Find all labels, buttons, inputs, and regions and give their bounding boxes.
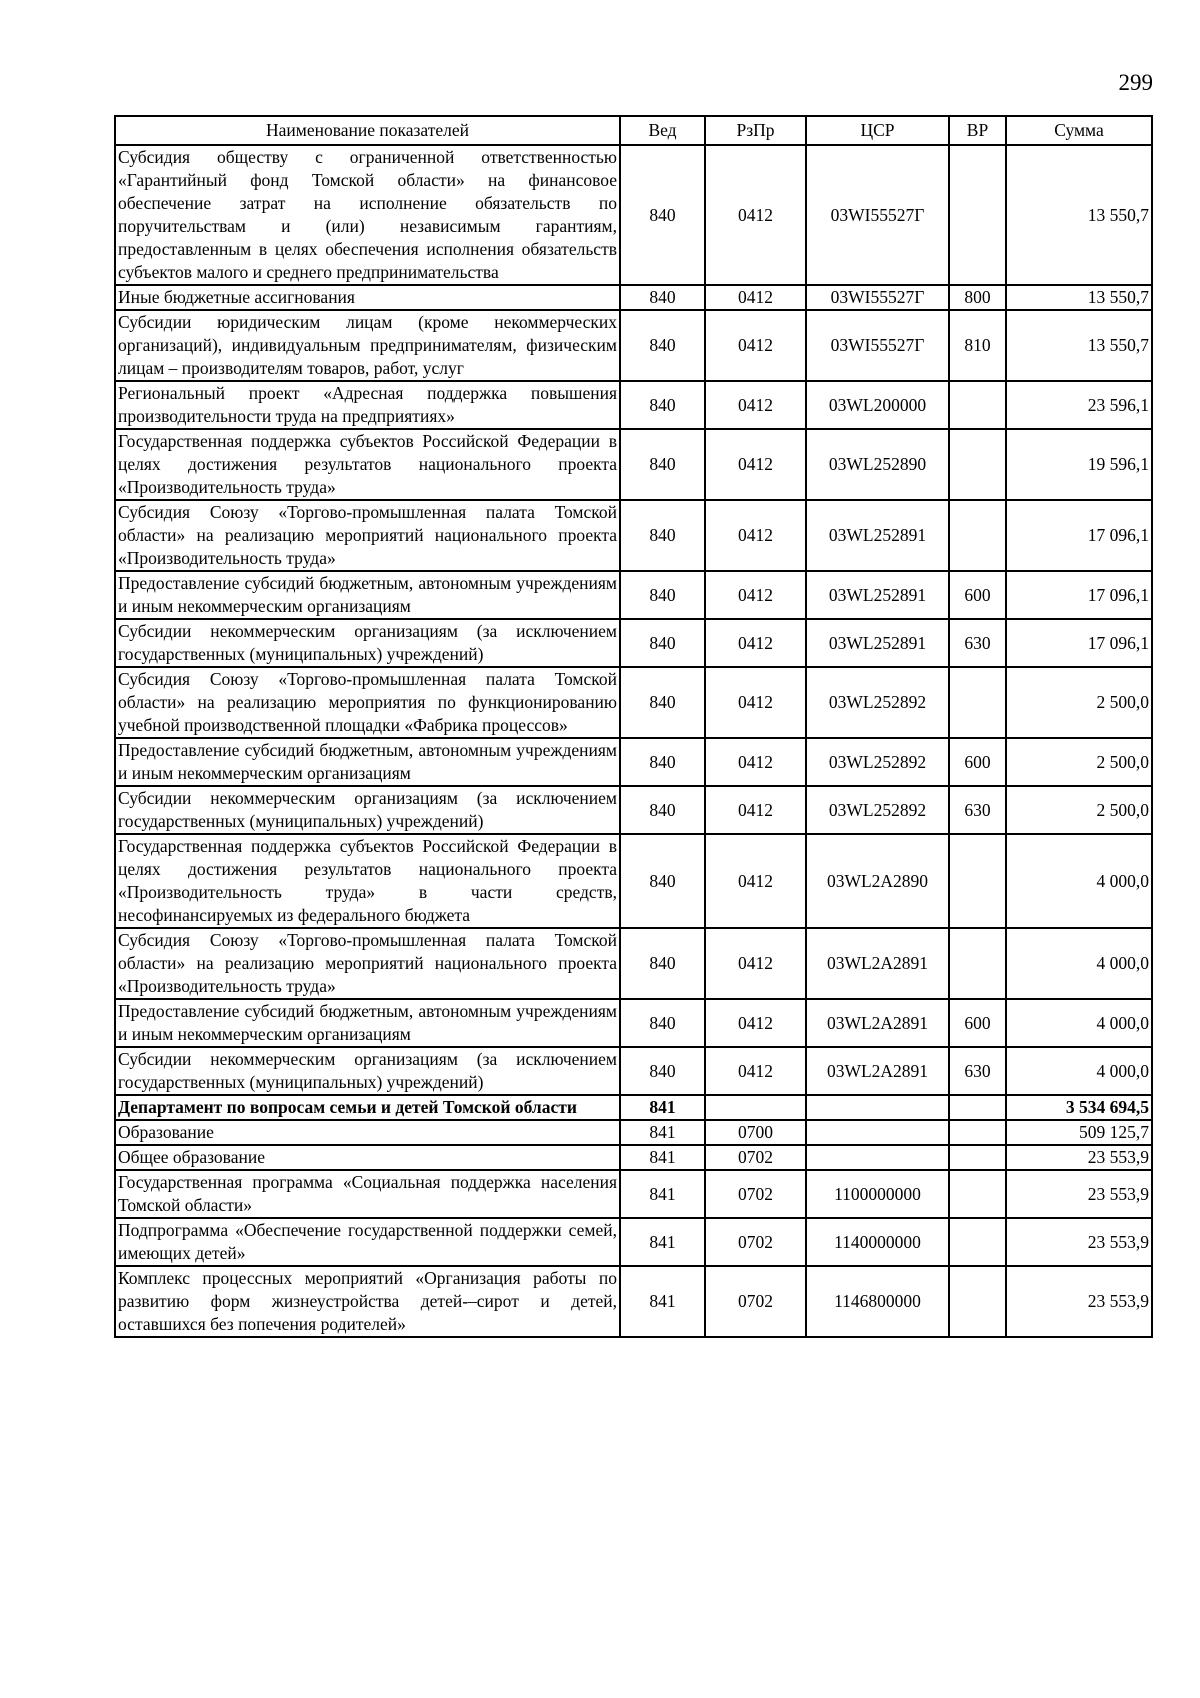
- row-sum-cell: 13 550,7: [1006, 285, 1152, 310]
- row-name-cell: Предоставление субсидий бюджетным, автономным учреждениям и иным некоммерческим организациям: [115, 738, 620, 786]
- budget-table: [114, 115, 1153, 1338]
- row-vr-cell: [949, 1218, 1006, 1266]
- row-name-cell: Государственная программа «Социальная поддержка населения Томской области»: [115, 1170, 620, 1218]
- row-ved-cell: 840: [620, 667, 705, 738]
- row-rzpr-cell: 0412: [705, 738, 806, 786]
- row-sum-cell: 23 553,9: [1006, 1266, 1152, 1337]
- row-vr-cell: [949, 145, 1006, 285]
- row-name-cell: Региональный проект «Адресная поддержка повышения производительности труда на предприятиях»: [115, 381, 620, 429]
- row-csr-cell: 03WL252892: [806, 738, 949, 786]
- row-csr-cell: [806, 1095, 949, 1120]
- row-name-cell: Государственная поддержка субъектов Российской Федерации в целях достижения результатов национального проекта «Производительность труда»: [115, 429, 620, 500]
- table-row: [115, 381, 1152, 429]
- row-ved-cell: 840: [620, 834, 705, 928]
- row-vr-cell: [949, 1170, 1006, 1218]
- row-csr-cell: 03WL252892: [806, 786, 949, 834]
- row-csr-cell: 03WL2A2891: [806, 1047, 949, 1095]
- header-rzpr: РзПр: [705, 116, 806, 145]
- row-vr-cell: [949, 667, 1006, 738]
- table-header-row: [115, 116, 1152, 145]
- row-name-cell: Предоставление субсидий бюджетным, автономным учреждениям и иным некоммерческим организациям: [115, 571, 620, 619]
- row-name-cell: Субсидия Союзу «Торгово-промышленная палата Томской области» на реализацию мероприятий национального проекта «Производительность труда»: [115, 928, 620, 999]
- table-row: [115, 429, 1152, 500]
- row-sum-cell: 17 096,1: [1006, 571, 1152, 619]
- row-ved-cell: 841: [620, 1266, 705, 1337]
- row-ved-cell: 840: [620, 571, 705, 619]
- row-ved-cell: 841: [620, 1095, 705, 1120]
- row-name-cell: Общее образование: [115, 1145, 620, 1170]
- row-ved-cell: 840: [620, 619, 705, 667]
- row-rzpr-cell: 0412: [705, 999, 806, 1047]
- row-vr-cell: 600: [949, 738, 1006, 786]
- row-vr-cell: 810: [949, 310, 1006, 381]
- row-name-cell: Субсидии некоммерческим организациям (за исключением государственных (муниципальных) учреждений): [115, 786, 620, 834]
- row-ved-cell: 840: [620, 145, 705, 285]
- row-rzpr-cell: 0412: [705, 1047, 806, 1095]
- row-sum-cell: 509 125,7: [1006, 1120, 1152, 1145]
- row-sum-cell: 4 000,0: [1006, 928, 1152, 999]
- row-rzpr-cell: 0702: [705, 1145, 806, 1170]
- table-row: [115, 145, 1152, 285]
- row-vr-cell: [949, 834, 1006, 928]
- row-csr-cell: 03WL2A2890: [806, 834, 949, 928]
- row-sum-cell: 4 000,0: [1006, 1047, 1152, 1095]
- row-csr-cell: 03WI55527Г: [806, 285, 949, 310]
- row-vr-cell: [949, 381, 1006, 429]
- table-row: [115, 834, 1152, 928]
- row-vr-cell: 600: [949, 571, 1006, 619]
- row-ved-cell: 840: [620, 738, 705, 786]
- table-row: [115, 1120, 1152, 1145]
- row-rzpr-cell: 0700: [705, 1120, 806, 1145]
- table-row: [115, 667, 1152, 738]
- row-ved-cell: 841: [620, 1120, 705, 1145]
- row-name-cell: Субсидия Союзу «Торгово-промышленная палата Томской области» на реализацию мероприятия по функционированию учебной производственной площадки «Фабрика процессов»: [115, 667, 620, 738]
- row-ved-cell: 841: [620, 1170, 705, 1218]
- row-sum-cell: 4 000,0: [1006, 834, 1152, 928]
- row-rzpr-cell: 0412: [705, 786, 806, 834]
- row-ved-cell: 841: [620, 1218, 705, 1266]
- header-ved: Вед: [620, 116, 705, 145]
- row-vr-cell: 630: [949, 1047, 1006, 1095]
- row-sum-cell: 3 534 694,5: [1006, 1095, 1152, 1120]
- row-vr-cell: [949, 928, 1006, 999]
- row-rzpr-cell: 0412: [705, 619, 806, 667]
- table-row: [115, 1218, 1152, 1266]
- row-rzpr-cell: 0702: [705, 1170, 806, 1218]
- row-vr-cell: 630: [949, 786, 1006, 834]
- row-name-cell: Комплекс процессных мероприятий «Организация работы по развитию форм жизнеустройства детей-–сирот и детей, оставшихся без попечения родителей»: [115, 1266, 620, 1337]
- row-name-cell: Подпрограмма «Обеспечение государственной поддержки семей, имеющих детей»: [115, 1218, 620, 1266]
- row-name-cell: Субсидии некоммерческим организациям (за исключением государственных (муниципальных) учреждений): [115, 1047, 620, 1095]
- row-rzpr-cell: 0412: [705, 928, 806, 999]
- row-name-cell: Государственная поддержка субъектов Российской Федерации в целях достижения результатов национального проекта «Производительность труда» в части средств, несофинансируемых из федерального бюджета: [115, 834, 620, 928]
- row-csr-cell: 03WL252890: [806, 429, 949, 500]
- row-rzpr-cell: 0412: [705, 667, 806, 738]
- table-row: [115, 1047, 1152, 1095]
- row-sum-cell: 17 096,1: [1006, 500, 1152, 571]
- row-csr-cell: 1146800000: [806, 1266, 949, 1337]
- row-sum-cell: 4 000,0: [1006, 999, 1152, 1047]
- row-sum-cell: 23 553,9: [1006, 1170, 1152, 1218]
- row-rzpr-cell: [705, 1095, 806, 1120]
- row-csr-cell: 03WI55527Г: [806, 310, 949, 381]
- row-ved-cell: 840: [620, 285, 705, 310]
- row-name-cell: Субсидия Союзу «Торгово-промышленная палата Томской области» на реализацию мероприятий национального проекта «Производительность труда»: [115, 500, 620, 571]
- row-name-cell: Субсидия обществу с ограниченной ответственностью «Гарантийный фонд Томской области» на финансовое обеспечение затрат на исполнение обязательств по поручительствам и (или) независимым гарантиям, предоставленным в целях обеспечения исполнения обязательств субъектов малого и среднего предпринимательства: [115, 145, 620, 285]
- row-rzpr-cell: 0702: [705, 1218, 806, 1266]
- table-row: [115, 1170, 1152, 1218]
- row-sum-cell: 2 500,0: [1006, 667, 1152, 738]
- header-vr: ВР: [949, 116, 1006, 145]
- table-row: [115, 738, 1152, 786]
- table-row: [115, 1145, 1152, 1170]
- row-ved-cell: 840: [620, 429, 705, 500]
- row-rzpr-cell: 0412: [705, 571, 806, 619]
- header-csr: ЦСР: [806, 116, 949, 145]
- row-rzpr-cell: 0412: [705, 429, 806, 500]
- row-rzpr-cell: 0412: [705, 381, 806, 429]
- row-vr-cell: [949, 1266, 1006, 1337]
- row-name-cell: Субсидии юридическим лицам (кроме некоммерческих организаций), индивидуальным предпринимателям, физическим лицам – производителям товаров, работ, услуг: [115, 310, 620, 381]
- row-vr-cell: [949, 500, 1006, 571]
- row-sum-cell: 23 553,9: [1006, 1145, 1152, 1170]
- row-csr-cell: 1100000000: [806, 1170, 949, 1218]
- row-sum-cell: 13 550,7: [1006, 310, 1152, 381]
- row-name-cell: Иные бюджетные ассигнования: [115, 285, 620, 310]
- row-csr-cell: 03WL2A2891: [806, 928, 949, 999]
- table-row: [115, 1095, 1152, 1120]
- row-ved-cell: 841: [620, 1145, 705, 1170]
- row-name-cell: Субсидии некоммерческим организациям (за исключением государственных (муниципальных) учреждений): [115, 619, 620, 667]
- table-row: [115, 571, 1152, 619]
- row-rzpr-cell: 0412: [705, 834, 806, 928]
- row-vr-cell: 630: [949, 619, 1006, 667]
- table-row: [115, 1266, 1152, 1337]
- table-row: [115, 619, 1152, 667]
- row-rzpr-cell: 0412: [705, 145, 806, 285]
- row-vr-cell: 600: [949, 999, 1006, 1047]
- row-name-cell: Образование: [115, 1120, 620, 1145]
- row-vr-cell: [949, 1095, 1006, 1120]
- row-name-cell: Департамент по вопросам семьи и детей Томской области: [115, 1095, 620, 1120]
- row-csr-cell: 03WL252891: [806, 619, 949, 667]
- row-ved-cell: 840: [620, 500, 705, 571]
- page-number: 299: [1118, 70, 1153, 95]
- row-ved-cell: 840: [620, 786, 705, 834]
- row-sum-cell: 2 500,0: [1006, 786, 1152, 834]
- row-sum-cell: 17 096,1: [1006, 619, 1152, 667]
- row-vr-cell: [949, 1120, 1006, 1145]
- header-name: Наименование показателей: [115, 116, 620, 145]
- row-csr-cell: 03WI55527Г: [806, 145, 949, 285]
- row-csr-cell: 03WL252891: [806, 500, 949, 571]
- row-csr-cell: 1140000000: [806, 1218, 949, 1266]
- row-sum-cell: 2 500,0: [1006, 738, 1152, 786]
- row-sum-cell: 23 596,1: [1006, 381, 1152, 429]
- row-csr-cell: 03WL2A2891: [806, 999, 949, 1047]
- row-csr-cell: 03WL200000: [806, 381, 949, 429]
- row-csr-cell: [806, 1120, 949, 1145]
- table-row: [115, 500, 1152, 571]
- row-sum-cell: 19 596,1: [1006, 429, 1152, 500]
- row-name-cell: Предоставление субсидий бюджетным, автономным учреждениям и иным некоммерческим организациям: [115, 999, 620, 1047]
- row-ved-cell: 840: [620, 999, 705, 1047]
- row-csr-cell: 03WL252891: [806, 571, 949, 619]
- table-row: [115, 285, 1152, 310]
- row-rzpr-cell: 0412: [705, 310, 806, 381]
- row-ved-cell: 840: [620, 381, 705, 429]
- row-csr-cell: 03WL252892: [806, 667, 949, 738]
- row-ved-cell: 840: [620, 310, 705, 381]
- table-row: [115, 786, 1152, 834]
- row-vr-cell: 800: [949, 285, 1006, 310]
- header-sum: Сумма: [1006, 116, 1152, 145]
- row-sum-cell: 13 550,7: [1006, 145, 1152, 285]
- table-row: [115, 999, 1152, 1047]
- row-rzpr-cell: 0412: [705, 500, 806, 571]
- table-row: [115, 310, 1152, 381]
- table-row: [115, 928, 1152, 999]
- row-ved-cell: 840: [620, 928, 705, 999]
- row-csr-cell: [806, 1145, 949, 1170]
- row-sum-cell: 23 553,9: [1006, 1218, 1152, 1266]
- row-vr-cell: [949, 1145, 1006, 1170]
- row-vr-cell: [949, 429, 1006, 500]
- row-rzpr-cell: 0412: [705, 285, 806, 310]
- row-rzpr-cell: 0702: [705, 1266, 806, 1337]
- row-ved-cell: 840: [620, 1047, 705, 1095]
